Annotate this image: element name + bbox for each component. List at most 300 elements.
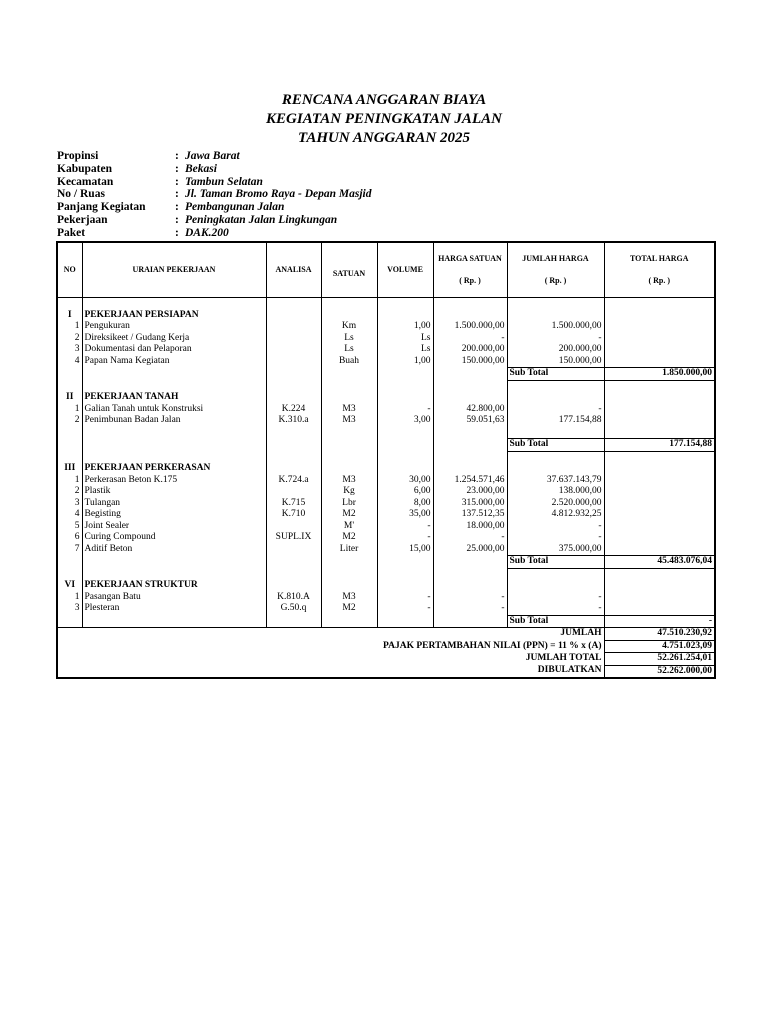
doc-title-line3: TAHUN ANGGARAN 2025 xyxy=(298,130,470,146)
item-no: 3 xyxy=(57,603,82,615)
item-volume: 1,00 xyxy=(377,356,433,368)
empty-cell xyxy=(82,380,266,392)
item-no: 6 xyxy=(57,532,82,544)
empty-cell xyxy=(57,439,82,452)
table-row xyxy=(57,521,715,533)
item-analisa: SUPL.IX xyxy=(266,532,321,544)
table-row xyxy=(57,333,715,345)
info-value: Bekasi xyxy=(185,162,217,175)
subtotal-label: Sub Total xyxy=(507,439,604,452)
item-uraian: Plesteran xyxy=(82,603,266,615)
item-volume: 15,00 xyxy=(377,544,433,556)
item-no: 2 xyxy=(57,486,82,498)
item-no: 3 xyxy=(57,344,82,356)
info-label: Pekerjaan xyxy=(57,213,108,226)
item-analisa: G.50.q xyxy=(266,603,321,615)
table-row xyxy=(57,404,715,416)
info-row xyxy=(57,214,557,227)
empty-cell xyxy=(321,392,377,404)
empty-cell xyxy=(82,568,266,580)
item-jumlah: - xyxy=(507,532,604,544)
table-row xyxy=(57,415,715,427)
item-satuan: M3 xyxy=(321,415,377,427)
item-jumlah: 4.812.932,25 xyxy=(507,509,604,521)
col-harga-satuan xyxy=(433,242,507,298)
empty-cell xyxy=(507,298,604,310)
item-harga: 200.000,00 xyxy=(433,344,507,356)
item-no: 2 xyxy=(57,333,82,345)
empty-cell xyxy=(604,603,715,615)
col-total-harga xyxy=(604,242,715,298)
item-analisa xyxy=(266,544,321,556)
table-row xyxy=(57,498,715,510)
item-jumlah: 375.000,00 xyxy=(507,544,604,556)
empty-cell xyxy=(266,568,321,580)
item-satuan: M2 xyxy=(321,532,377,544)
empty-cell xyxy=(377,392,433,404)
item-analisa: K.224 xyxy=(266,404,321,416)
empty-cell xyxy=(82,615,266,628)
item-analisa xyxy=(266,521,321,533)
spacer-row xyxy=(57,380,715,392)
item-analisa: K.715 xyxy=(266,498,321,510)
empty-cell xyxy=(507,380,604,392)
item-no: 1 xyxy=(57,475,82,487)
empty-cell xyxy=(507,310,604,322)
item-satuan: M3 xyxy=(321,475,377,487)
item-jumlah: - xyxy=(507,404,604,416)
table-row xyxy=(57,592,715,604)
empty-cell xyxy=(433,298,507,310)
empty-cell xyxy=(604,404,715,416)
empty-cell xyxy=(433,615,507,628)
section-row xyxy=(57,310,715,322)
empty-cell xyxy=(82,439,266,452)
empty-cell xyxy=(82,556,266,569)
empty-cell xyxy=(377,298,433,310)
item-uraian: Papan Nama Kegiatan xyxy=(82,356,266,368)
empty-cell xyxy=(321,580,377,592)
item-harga: 150.000,00 xyxy=(433,356,507,368)
empty-cell xyxy=(604,475,715,487)
summary-label: DIBULATKAN xyxy=(57,665,604,678)
summary-value: 4.751.023,09 xyxy=(604,640,715,653)
empty-cell xyxy=(321,380,377,392)
col-analisa: ANALISA xyxy=(266,242,321,298)
info-label: No / Ruas xyxy=(57,188,105,201)
empty-cell xyxy=(604,333,715,345)
empty-cell xyxy=(433,463,507,475)
summary-value: 52.261.254,01 xyxy=(604,653,715,666)
item-uraian: Pengukuran xyxy=(82,321,266,333)
item-harga: 42.800,00 xyxy=(433,404,507,416)
empty-cell xyxy=(82,298,266,310)
table-row xyxy=(57,544,715,556)
table-row xyxy=(57,475,715,487)
table-row xyxy=(57,356,715,368)
spacer-row xyxy=(57,568,715,580)
item-volume: 6,00 xyxy=(377,486,433,498)
empty-cell xyxy=(604,321,715,333)
spacer-row xyxy=(57,298,715,310)
item-volume: 8,00 xyxy=(377,498,433,510)
item-volume: - xyxy=(377,592,433,604)
info-label: Kabupaten xyxy=(57,162,112,175)
section-no: I xyxy=(57,310,82,322)
item-volume: - xyxy=(377,521,433,533)
empty-cell xyxy=(57,380,82,392)
empty-cell xyxy=(433,368,507,381)
section-title: PEKERJAAN TANAH xyxy=(82,392,266,404)
summary-label: JUMLAH TOTAL xyxy=(57,653,604,666)
empty-cell xyxy=(377,568,433,580)
item-no: 3 xyxy=(57,498,82,510)
item-uraian: Dokumentasi dan Pelaporan xyxy=(82,344,266,356)
empty-cell xyxy=(604,532,715,544)
subtotal-row xyxy=(57,368,715,381)
item-jumlah: 138.000,00 xyxy=(507,486,604,498)
item-harga: 23.000,00 xyxy=(433,486,507,498)
empty-cell xyxy=(321,298,377,310)
empty-cell xyxy=(604,463,715,475)
item-harga: - xyxy=(433,532,507,544)
empty-cell xyxy=(57,556,82,569)
item-jumlah: 177.154,88 xyxy=(507,415,604,427)
project-info xyxy=(57,150,557,240)
blank-row xyxy=(57,427,715,439)
summary-row xyxy=(57,640,715,653)
empty-cell xyxy=(604,580,715,592)
item-harga: - xyxy=(433,592,507,604)
item-no: 5 xyxy=(57,521,82,533)
info-colon: : xyxy=(175,175,179,188)
item-harga: 137.512,35 xyxy=(433,509,507,521)
item-uraian: Curing Compound xyxy=(82,532,266,544)
empty-cell xyxy=(321,310,377,322)
col-no: NO xyxy=(57,242,82,298)
info-row xyxy=(57,201,557,214)
item-no: 1 xyxy=(57,404,82,416)
empty-cell xyxy=(433,427,507,439)
table-row xyxy=(57,603,715,615)
col-harga-satuan-unit: ( Rp. ) xyxy=(459,276,481,285)
empty-cell xyxy=(82,451,266,463)
col-volume: VOLUME xyxy=(377,242,433,298)
empty-cell xyxy=(604,380,715,392)
summary-row xyxy=(57,653,715,666)
table-row xyxy=(57,509,715,521)
empty-cell xyxy=(433,568,507,580)
empty-cell xyxy=(266,298,321,310)
empty-cell xyxy=(266,451,321,463)
item-no: 4 xyxy=(57,509,82,521)
summary-value: 52.262.000,00 xyxy=(604,665,715,678)
item-analisa xyxy=(266,321,321,333)
info-label: Paket xyxy=(57,226,86,239)
info-label: Panjang Kegiatan xyxy=(57,201,146,214)
summary-row xyxy=(57,665,715,678)
table-row xyxy=(57,321,715,333)
section-title: PEKERJAAN PERKERASAN xyxy=(82,463,266,475)
empty-cell xyxy=(604,568,715,580)
table-row xyxy=(57,486,715,498)
item-no: 7 xyxy=(57,544,82,556)
info-row xyxy=(57,176,557,189)
subtotal-value: 1.850.000,00 xyxy=(604,368,715,381)
section-no: III xyxy=(57,463,82,475)
col-satuan: SATUAN xyxy=(321,242,377,298)
item-analisa xyxy=(266,344,321,356)
empty-cell xyxy=(321,463,377,475)
item-no: 1 xyxy=(57,321,82,333)
empty-cell xyxy=(433,380,507,392)
empty-cell xyxy=(321,368,377,381)
section-no: II xyxy=(57,392,82,404)
item-analisa: K.724.a xyxy=(266,475,321,487)
info-value: Pembangunan Jalan xyxy=(185,201,285,214)
section-title: PEKERJAAN PERSIAPAN xyxy=(82,310,266,322)
item-analisa xyxy=(266,486,321,498)
empty-cell xyxy=(57,298,82,310)
summary-label: JUMLAH xyxy=(57,628,604,641)
empty-cell xyxy=(321,451,377,463)
item-jumlah: - xyxy=(507,521,604,533)
info-value: Tambun Selatan xyxy=(185,175,263,188)
item-uraian: Galian Tanah untuk Konstruksi xyxy=(82,404,266,416)
budget-table xyxy=(56,241,716,679)
item-analisa xyxy=(266,333,321,345)
info-colon: : xyxy=(175,213,179,226)
empty-cell xyxy=(377,380,433,392)
item-satuan: Lbr xyxy=(321,498,377,510)
item-volume: - xyxy=(377,603,433,615)
item-uraian: Joint Sealer xyxy=(82,521,266,533)
empty-cell xyxy=(377,368,433,381)
item-harga: 18.000,00 xyxy=(433,521,507,533)
table-row xyxy=(57,344,715,356)
empty-cell xyxy=(433,439,507,452)
summary-row xyxy=(57,628,715,641)
empty-cell xyxy=(57,368,82,381)
item-uraian: Aditif Beton xyxy=(82,544,266,556)
empty-cell xyxy=(266,392,321,404)
empty-cell xyxy=(82,368,266,381)
item-analisa: K.710 xyxy=(266,509,321,521)
info-row xyxy=(57,163,557,176)
summary-label: PAJAK PERTAMBAHAN NILAI (PPN) = 11 % x (A) xyxy=(57,640,604,653)
spacer-row xyxy=(57,451,715,463)
item-harga: - xyxy=(433,333,507,345)
empty-cell xyxy=(604,509,715,521)
empty-cell xyxy=(377,451,433,463)
section-no: VI xyxy=(57,580,82,592)
empty-cell xyxy=(604,427,715,439)
item-satuan: Buah xyxy=(321,356,377,368)
item-analisa: K.310.a xyxy=(266,415,321,427)
empty-cell xyxy=(433,310,507,322)
item-no: 4 xyxy=(57,356,82,368)
summary-value: 47.510.230,92 xyxy=(604,628,715,641)
item-no: 1 xyxy=(57,592,82,604)
empty-cell xyxy=(266,580,321,592)
empty-cell xyxy=(266,310,321,322)
item-volume: 30,00 xyxy=(377,475,433,487)
item-harga: - xyxy=(433,603,507,615)
empty-cell xyxy=(507,392,604,404)
empty-cell xyxy=(377,615,433,628)
empty-cell xyxy=(604,415,715,427)
empty-cell xyxy=(604,356,715,368)
item-volume: Ls xyxy=(377,333,433,345)
empty-cell xyxy=(604,298,715,310)
subtotal-row xyxy=(57,615,715,628)
item-uraian: Perkerasan Beton K.175 xyxy=(82,475,266,487)
info-colon: : xyxy=(175,226,179,239)
info-label: Kecamatan xyxy=(57,175,114,188)
empty-cell xyxy=(433,392,507,404)
item-jumlah: - xyxy=(507,333,604,345)
empty-cell xyxy=(507,580,604,592)
empty-cell xyxy=(377,463,433,475)
empty-cell xyxy=(507,451,604,463)
item-satuan: Kg xyxy=(321,486,377,498)
col-total-harga-unit: ( Rp. ) xyxy=(648,276,671,285)
empty-cell xyxy=(266,439,321,452)
table-header-row xyxy=(57,242,715,298)
item-satuan: M3 xyxy=(321,592,377,604)
item-satuan: Ls xyxy=(321,344,377,356)
item-satuan: M3 xyxy=(321,404,377,416)
item-volume: 3,00 xyxy=(377,415,433,427)
empty-cell xyxy=(57,427,82,439)
col-harga-satuan-label: HARGA SATUAN xyxy=(438,254,502,263)
item-satuan: Liter xyxy=(321,544,377,556)
info-value: Jawa Barat xyxy=(185,150,240,162)
doc-title-line1: RENCANA ANGGARAN BIAYA xyxy=(281,92,487,108)
empty-cell xyxy=(321,427,377,439)
section-row xyxy=(57,392,715,404)
section-row xyxy=(57,580,715,592)
item-satuan: M' xyxy=(321,521,377,533)
empty-cell xyxy=(321,615,377,628)
item-uraian: Pasangan Batu xyxy=(82,592,266,604)
empty-cell xyxy=(604,592,715,604)
empty-cell xyxy=(321,439,377,452)
item-analisa: K.810.A xyxy=(266,592,321,604)
item-harga: 1.254.571,46 xyxy=(433,475,507,487)
empty-cell xyxy=(57,568,82,580)
info-row xyxy=(57,188,557,201)
empty-cell xyxy=(266,556,321,569)
subtotal-value: 45.483.076,04 xyxy=(604,556,715,569)
info-row xyxy=(57,227,557,240)
item-jumlah: 200.000,00 xyxy=(507,344,604,356)
empty-cell xyxy=(604,521,715,533)
item-uraian: Direksikeet / Gudang Kerja xyxy=(82,333,266,345)
item-no: 2 xyxy=(57,415,82,427)
item-volume: Ls xyxy=(377,344,433,356)
empty-cell xyxy=(507,568,604,580)
item-jumlah: 150.000,00 xyxy=(507,356,604,368)
empty-cell xyxy=(377,556,433,569)
col-jumlah-harga-label: JUMLAH HARGA xyxy=(522,254,589,263)
empty-cell xyxy=(377,427,433,439)
info-value: Peningkatan Jalan Lingkungan xyxy=(185,213,338,226)
empty-cell xyxy=(57,451,82,463)
col-total-harga-label: TOTAL HARGA xyxy=(629,254,689,263)
section-row xyxy=(57,463,715,475)
item-jumlah: 37.637.143,79 xyxy=(507,475,604,487)
item-jumlah: - xyxy=(507,592,604,604)
info-row xyxy=(57,150,557,163)
item-satuan: M2 xyxy=(321,509,377,521)
info-value: Jl. Taman Bromo Raya - Depan Masjid xyxy=(185,188,372,201)
item-satuan: Ls xyxy=(321,333,377,345)
item-volume: 1,00 xyxy=(377,321,433,333)
info-colon: : xyxy=(175,150,179,162)
item-volume: 35,00 xyxy=(377,509,433,521)
empty-cell xyxy=(266,615,321,628)
empty-cell xyxy=(507,463,604,475)
subtotal-label: Sub Total xyxy=(507,368,604,381)
subtotal-value: 177.154,88 xyxy=(604,439,715,452)
item-uraian: Penimbunan Badan Jalan xyxy=(82,415,266,427)
info-colon: : xyxy=(175,201,179,214)
item-harga: 59.051,63 xyxy=(433,415,507,427)
empty-cell xyxy=(266,368,321,381)
empty-cell xyxy=(82,427,266,439)
empty-cell xyxy=(604,498,715,510)
table-row xyxy=(57,532,715,544)
item-jumlah: 1.500.000,00 xyxy=(507,321,604,333)
empty-cell xyxy=(604,392,715,404)
empty-cell xyxy=(321,556,377,569)
section-title: PEKERJAAN STRUKTUR xyxy=(82,580,266,592)
doc-title-line2: KEGIATAN PENINGKATAN JALAN xyxy=(266,111,502,127)
empty-cell xyxy=(604,344,715,356)
item-satuan: M2 xyxy=(321,603,377,615)
empty-cell xyxy=(604,451,715,463)
item-harga: 1.500.000,00 xyxy=(433,321,507,333)
empty-cell xyxy=(266,427,321,439)
empty-cell xyxy=(321,568,377,580)
info-colon: : xyxy=(175,188,179,201)
subtotal-label: Sub Total xyxy=(507,615,604,628)
empty-cell xyxy=(377,310,433,322)
info-label: Propinsi xyxy=(57,150,99,162)
subtotal-value: - xyxy=(604,615,715,628)
subtotal-label: Sub Total xyxy=(507,556,604,569)
empty-cell xyxy=(433,580,507,592)
empty-cell xyxy=(266,380,321,392)
item-volume: - xyxy=(377,532,433,544)
empty-cell xyxy=(604,544,715,556)
item-jumlah: 2.520.000,00 xyxy=(507,498,604,510)
subtotal-row xyxy=(57,439,715,452)
item-uraian: Plastik xyxy=(82,486,266,498)
item-analisa xyxy=(266,356,321,368)
item-volume: - xyxy=(377,404,433,416)
empty-cell xyxy=(433,556,507,569)
item-harga: 315.000,00 xyxy=(433,498,507,510)
item-uraian: Begisting xyxy=(82,509,266,521)
empty-cell xyxy=(604,486,715,498)
col-jumlah-harga-unit: ( Rp. ) xyxy=(544,276,567,285)
info-value: DAK.200 xyxy=(185,226,229,239)
item-satuan: Km xyxy=(321,321,377,333)
item-harga: 25.000,00 xyxy=(433,544,507,556)
info-colon: : xyxy=(175,162,179,175)
